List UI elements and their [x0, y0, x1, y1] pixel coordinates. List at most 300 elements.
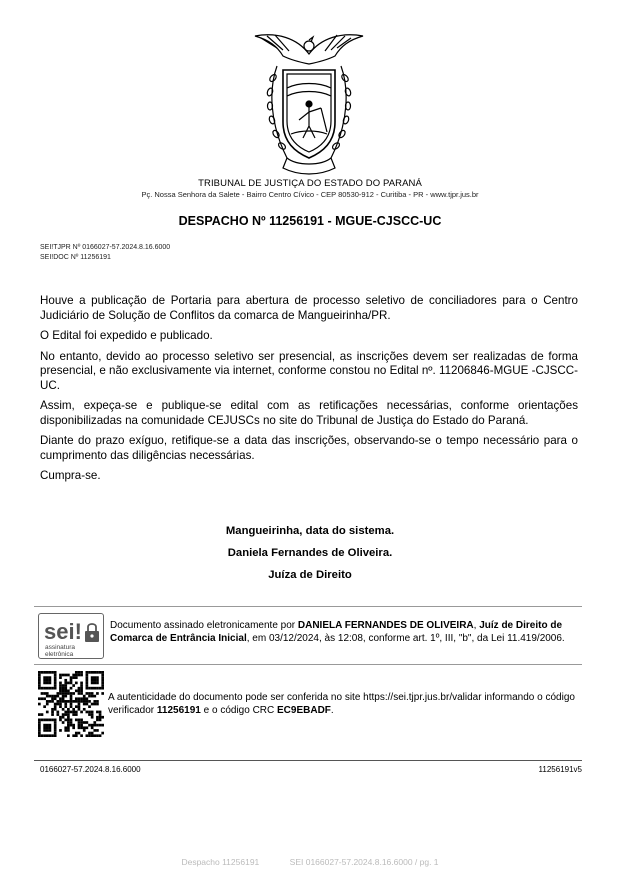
qr-module: [96, 700, 99, 703]
qr-module: [64, 705, 67, 708]
qr-module: [49, 724, 52, 727]
qr-module: [46, 692, 49, 695]
qr-module: [64, 682, 67, 685]
qr-module: [46, 676, 49, 679]
qr-module: [46, 679, 49, 682]
qr-module: [38, 703, 41, 706]
qr-module: [43, 682, 46, 685]
qr-module: [46, 700, 49, 703]
qr-module: [75, 676, 78, 679]
qr-module: [86, 721, 89, 724]
qr-module: [93, 671, 96, 674]
qr-module: [75, 705, 78, 708]
qr-module: [93, 695, 96, 698]
qr-module: [59, 697, 62, 700]
qr-module: [43, 729, 46, 732]
signer-name: Daniela Fernandes de Oliveira.: [227, 547, 393, 559]
qr-module: [64, 684, 67, 687]
qr-module: [86, 711, 89, 714]
qr-module: [51, 713, 54, 716]
qr-module: [88, 700, 91, 703]
qr-module: [51, 695, 54, 698]
qr-module: [101, 687, 104, 690]
qr-module: [54, 676, 57, 679]
qr-module: [67, 721, 70, 724]
qr-module: [70, 676, 73, 679]
place-date: Mangueirinha, data do sistema.: [225, 525, 395, 537]
qr-module: [101, 724, 104, 727]
qr-module: [101, 679, 104, 682]
qr-module: [62, 689, 65, 692]
qr-module: [67, 716, 70, 719]
qr-module: [64, 695, 67, 698]
qr-module: [70, 687, 73, 690]
qr-module: [59, 716, 62, 719]
qr-module: [86, 676, 89, 679]
qr-module: [93, 676, 96, 679]
qr-module: [59, 682, 62, 685]
qr-module: [78, 724, 81, 727]
qr-module: [75, 700, 78, 703]
qr-module: [56, 713, 59, 716]
qr-module: [59, 703, 62, 706]
qr-module: [49, 719, 52, 722]
qr-module: [78, 721, 81, 724]
qr-module: [86, 679, 89, 682]
qr-module: [78, 697, 81, 700]
paragraph: Cumpra-se.: [40, 469, 101, 482]
qr-module: [99, 719, 102, 722]
qr-module: [49, 726, 52, 729]
qr-module: [64, 729, 67, 732]
qr-module: [49, 687, 52, 690]
divider: [34, 664, 582, 665]
qr-module: [67, 719, 70, 722]
paragraph: No entanto, devido ao processo seletivo ser presencial, as inscrições devem ser realizadas de forma presencial, e não exclusivamente via internet, conforme constou no Edital nº. 11206846-MGUE -CJSCC-UC.: [40, 349, 578, 392]
qr-module: [46, 703, 49, 706]
qr-module: [54, 671, 57, 674]
qr-module: [93, 734, 96, 737]
qr-module: [43, 679, 46, 682]
qr-module: [70, 692, 73, 695]
qr-module: [43, 726, 46, 729]
qr-module: [91, 695, 94, 698]
divider: [34, 606, 582, 607]
qr-module: [78, 692, 81, 695]
qr-module: [46, 719, 49, 722]
qr-module: [91, 692, 94, 695]
qr-module: [91, 713, 94, 716]
qr-module: [91, 732, 94, 735]
qr-module: [80, 697, 83, 700]
qr-module: [99, 671, 102, 674]
qr-module: [43, 734, 46, 737]
qr-module: [59, 692, 62, 695]
qr-module: [38, 724, 41, 727]
qr-module: [64, 700, 67, 703]
qr-module: [62, 700, 65, 703]
qr-module: [86, 734, 89, 737]
qr-module: [96, 682, 99, 685]
qr-module: [67, 726, 70, 729]
qr-module: [93, 687, 96, 690]
qr-module: [54, 726, 57, 729]
signature-separator: ,: [473, 620, 480, 631]
qr-module: [80, 724, 83, 727]
qr-module: [54, 682, 57, 685]
qr-module: [75, 689, 78, 692]
qr-module: [49, 671, 52, 674]
qr-module: [78, 708, 81, 711]
qr-module: [54, 708, 57, 711]
qr-module: [83, 729, 86, 732]
qr-module: [41, 671, 44, 674]
qr-module: [80, 726, 83, 729]
qr-module: [54, 687, 57, 690]
qr-module: [83, 703, 86, 706]
qr-module: [96, 716, 99, 719]
qr-module: [38, 682, 41, 685]
qr-module: [62, 716, 65, 719]
qr-module: [43, 724, 46, 727]
qr-module: [86, 703, 89, 706]
qr-module: [96, 724, 99, 727]
signature-suffix: , em 03/12/2024, às 12:08, conforme art. 1º, III, "b", da Lei 11.419/2006.: [246, 633, 565, 644]
qr-module: [59, 729, 62, 732]
qr-module: [101, 732, 104, 735]
page-footer-page: SEI 0166027-57.2024.8.16.6000 / pg. 1: [289, 857, 439, 867]
qr-module: [43, 692, 46, 695]
qr-module: [96, 676, 99, 679]
qr-module: [101, 692, 104, 695]
qr-module: [67, 700, 70, 703]
qr-module: [67, 708, 70, 711]
qr-module: [38, 726, 41, 729]
signer-name-bold: DANIELA FERNANDES DE OLIVEIRA: [297, 620, 474, 631]
qr-module: [70, 697, 73, 700]
qr-module: [51, 687, 54, 690]
qr-module: [54, 729, 57, 732]
qr-module: [96, 687, 99, 690]
qr-module: [54, 732, 57, 735]
page-footer: [0, 857, 620, 867]
qr-module: [96, 671, 99, 674]
qr-module: [96, 703, 99, 706]
qr-code-icon[interactable]: [38, 671, 104, 737]
qr-module: [80, 687, 83, 690]
qr-module: [72, 726, 75, 729]
qr-module: [72, 700, 75, 703]
qr-module: [88, 687, 91, 690]
qr-module: [75, 697, 78, 700]
qr-module: [62, 674, 65, 677]
qr-module: [54, 724, 57, 727]
badge-caption: eletrônica: [45, 651, 74, 658]
qr-module: [38, 671, 41, 674]
qr-module: [93, 679, 96, 682]
qr-module: [51, 708, 54, 711]
qr-module: [93, 703, 96, 706]
qr-module: [70, 682, 73, 685]
qr-module: [67, 729, 70, 732]
org-name: TRIBUNAL DE JUSTIÇA DO ESTADO DO PARANÁ: [198, 178, 422, 189]
qr-module: [51, 671, 54, 674]
qr-module: [64, 703, 67, 706]
qr-module: [78, 674, 81, 677]
qr-module: [101, 676, 104, 679]
qr-module: [70, 700, 73, 703]
qr-module: [86, 687, 89, 690]
qr-module: [88, 724, 91, 727]
qr-module: [70, 719, 73, 722]
qr-module: [72, 708, 75, 711]
process-reference: SEI!TJPR Nº 0166027-57.2024.8.16.6000: [40, 244, 171, 251]
qr-module: [72, 711, 75, 714]
qr-module: [67, 674, 70, 677]
electronic-signature-text: [110, 619, 582, 645]
qr-module: [54, 721, 57, 724]
qr-module: [49, 695, 52, 698]
qr-module: [49, 682, 52, 685]
qr-module: [64, 687, 67, 690]
qr-module: [46, 687, 49, 690]
qr-module: [93, 682, 96, 685]
sei-signature-badge-icon: [38, 613, 104, 659]
qr-module: [101, 682, 104, 685]
authenticity-middle: e o código CRC: [200, 705, 278, 716]
signature-prefix: Documento assinado eletronicamente por: [110, 620, 298, 631]
qr-module: [64, 711, 67, 714]
qr-module: [75, 682, 78, 685]
qr-module: [43, 719, 46, 722]
qr-module: [70, 695, 73, 698]
qr-module: [46, 711, 49, 714]
qr-module: [93, 721, 96, 724]
doc-reference: SEI!DOC Nº 11256191: [40, 253, 111, 261]
qr-module: [62, 695, 65, 698]
qr-module: [78, 671, 81, 674]
qr-module: [54, 705, 57, 708]
qr-module: [78, 703, 81, 706]
signer-role: Juíza de Direito: [268, 569, 352, 581]
qr-module: [83, 721, 86, 724]
qr-module: [93, 729, 96, 732]
qr-module: [91, 703, 94, 706]
qr-module: [59, 687, 62, 690]
qr-module: [86, 682, 89, 685]
footer-process-number: 0166027-57.2024.8.16.6000: [40, 765, 141, 774]
qr-module: [38, 679, 41, 682]
sei-logo-text: sei!: [44, 619, 82, 644]
qr-module: [49, 700, 52, 703]
qr-module: [64, 674, 67, 677]
page-footer-doc: Despacho 11256191: [181, 857, 260, 867]
signature-block: [0, 520, 620, 586]
qr-module: [46, 682, 49, 685]
paragraph: Houve a publicação de Portaria para abertura de processo seletivo de conciliadores para o Centro Judiciário de Solução de Conflitos da comarca de Mangueirinha/PR.: [40, 294, 578, 322]
qr-module: [62, 708, 65, 711]
qr-module: [54, 703, 57, 706]
qr-module: [64, 679, 67, 682]
qr-module: [70, 679, 73, 682]
qr-module: [88, 732, 91, 735]
qr-module: [99, 716, 102, 719]
qr-module: [56, 711, 59, 714]
qr-module: [38, 684, 41, 687]
qr-module: [43, 687, 46, 690]
qr-module: [75, 671, 78, 674]
qr-module: [54, 674, 57, 677]
qr-module: [41, 687, 44, 690]
badge-caption: assinatura: [45, 644, 75, 651]
qr-module: [59, 700, 62, 703]
qr-module: [96, 679, 99, 682]
qr-module: [91, 679, 94, 682]
qr-module: [91, 682, 94, 685]
qr-module: [38, 721, 41, 724]
qr-module: [62, 697, 65, 700]
qr-module: [78, 726, 81, 729]
qr-module: [72, 724, 75, 727]
qr-module: [56, 700, 59, 703]
qr-module: [38, 687, 41, 690]
document-references: [40, 243, 170, 262]
qr-module: [83, 695, 86, 698]
qr-module: [101, 671, 104, 674]
qr-module: [78, 687, 81, 690]
qr-module: [41, 697, 44, 700]
qr-module: [86, 674, 89, 677]
qr-module: [86, 726, 89, 729]
qr-module: [75, 734, 78, 737]
qr-module: [59, 676, 62, 679]
qr-module: [75, 732, 78, 735]
qr-module: [54, 734, 57, 737]
qr-module: [62, 721, 65, 724]
qr-module: [38, 734, 41, 737]
qr-module: [72, 692, 75, 695]
qr-module: [46, 671, 49, 674]
qr-module: [88, 705, 91, 708]
qr-module: [78, 689, 81, 692]
qr-module: [101, 674, 104, 677]
qr-module: [96, 711, 99, 714]
qr-module: [49, 729, 52, 732]
qr-module: [43, 705, 46, 708]
qr-module: [80, 719, 83, 722]
qr-module: [80, 671, 83, 674]
qr-module: [91, 687, 94, 690]
qr-module: [99, 713, 102, 716]
qr-module: [64, 726, 67, 729]
qr-module: [80, 711, 83, 714]
qr-module: [70, 705, 73, 708]
qr-module: [46, 695, 49, 698]
qr-module: [38, 713, 41, 716]
qr-module: [54, 697, 57, 700]
qr-module: [46, 734, 49, 737]
qr-module: [86, 697, 89, 700]
qr-module: [80, 721, 83, 724]
qr-module: [51, 711, 54, 714]
qr-module: [86, 684, 89, 687]
qr-module: [38, 719, 41, 722]
qr-module: [93, 724, 96, 727]
qr-module: [51, 734, 54, 737]
qr-module: [59, 674, 62, 677]
qr-module: [72, 674, 75, 677]
qr-module: [64, 719, 67, 722]
qr-module: [38, 732, 41, 735]
qr-module: [86, 700, 89, 703]
authenticity-text: [108, 691, 582, 717]
qr-module: [59, 719, 62, 722]
qr-module: [38, 729, 41, 732]
coat-of-arms-icon: [247, 26, 371, 176]
qr-module: [91, 671, 94, 674]
qr-module: [59, 689, 62, 692]
qr-module: [62, 713, 65, 716]
verification-code: 11256191: [156, 705, 201, 716]
document-title: DESPACHO Nº 11256191 - MGUE-CJSCC-UC: [178, 214, 442, 228]
qr-module: [70, 721, 73, 724]
qr-module: [75, 711, 78, 714]
qr-module: [75, 713, 78, 716]
qr-module: [86, 671, 89, 674]
qr-module: [49, 676, 52, 679]
qr-module: [80, 682, 83, 685]
qr-module: [80, 700, 83, 703]
qr-module: [56, 703, 59, 706]
qr-module: [67, 713, 70, 716]
qr-module: [62, 692, 65, 695]
paragraph: O Edital foi expedido e publicado.: [40, 329, 213, 342]
qr-module: [62, 684, 65, 687]
qr-module: [43, 671, 46, 674]
crc-code: EC9EBADF: [277, 705, 331, 716]
qr-module: [101, 684, 104, 687]
qr-module: [96, 729, 99, 732]
authenticity-prefix: A autenticidade do documento pode ser conferida no site https://sei.tjpr.jus.br/validar informando o código verificador: [108, 692, 575, 716]
qr-module: [78, 700, 81, 703]
qr-module: [88, 713, 91, 716]
qr-module: [88, 734, 91, 737]
qr-module: [59, 684, 62, 687]
qr-module: [67, 689, 70, 692]
qr-module: [51, 719, 54, 722]
qr-module: [101, 716, 104, 719]
signer-role-bold: Juíz de Direito de Comarca de Entrância Inicial: [110, 620, 563, 644]
qr-module: [99, 724, 102, 727]
qr-module: [91, 711, 94, 714]
qr-module: [67, 711, 70, 714]
qr-module: [88, 692, 91, 695]
qr-module: [72, 676, 75, 679]
qr-module: [70, 724, 73, 727]
qr-module: [49, 679, 52, 682]
qr-module: [70, 711, 73, 714]
qr-module: [64, 689, 67, 692]
qr-module: [80, 734, 83, 737]
qr-module: [88, 695, 91, 698]
qr-module: [91, 716, 94, 719]
qr-module: [91, 724, 94, 727]
qr-module: [46, 726, 49, 729]
qr-module: [51, 697, 54, 700]
qr-module: [54, 719, 57, 722]
org-address: Pç. Nossa Senhora da Salete - Bairro Centro Cívico - CEP 80530-912 - Curitiba - PR - www.tjpr.jus.br: [141, 190, 479, 199]
qr-module: [70, 703, 73, 706]
